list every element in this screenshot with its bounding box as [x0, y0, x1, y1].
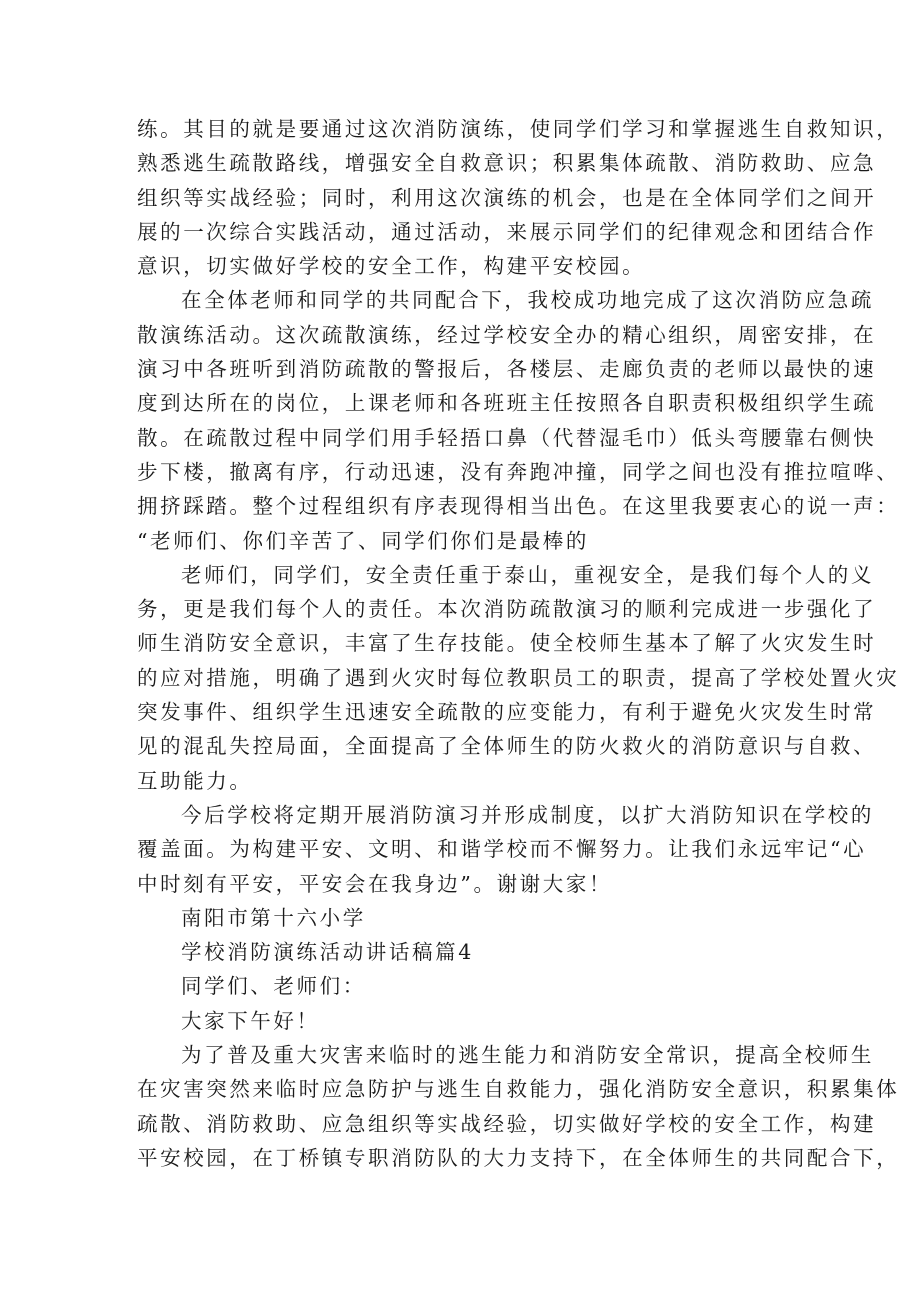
text-line: 拥挤踩踏。整个过程组织有序表现得相当出色。在这里我要衷心的说一声：: [137, 494, 900, 519]
paragraph: [137, 1038, 900, 1175]
paragraph: [137, 558, 900, 798]
text-line: 互助能力。: [137, 768, 253, 793]
text-line: 大家下午好！: [181, 1008, 320, 1033]
text-line: 为了普及重大灾害来临时的逃生能力和消防安全常识，提高全校师生: [181, 1043, 874, 1068]
paragraph: [137, 112, 900, 283]
text-line: 中时刻有平安，平安会在我身边”。谢谢大家！: [137, 871, 613, 896]
text-line: 师生消防安全意识，丰富了生存技能。使全校师生基本了解了火灾发生时: [137, 631, 877, 656]
text-line: 熟悉逃生疏散路线，增强安全自救意识；积累集体疏散、消防救助、应急: [137, 151, 877, 176]
text-line: 平安校园，在丁桥镇专职消防队的大力支持下，在全体师生的共同配合下，: [137, 1145, 900, 1170]
text-line: 散演练活动。这次疏散演练，经过学校安全办的精心组织，周密安排，在: [137, 322, 877, 347]
text-line: 练。其目的就是要通过这次消防演练，使同学们学习和掌握逃生自救知识，: [137, 117, 900, 141]
text-line: 步下楼，撤离有序，行动迅速，没有奔跑冲撞，同学之间也没有推拉喧哗、: [137, 459, 900, 484]
text-line: 南阳市第十六小学: [181, 905, 366, 930]
text-line: 度到达所在的岗位，上课老师和各班班主任按照各自职责积极组织学生疏: [137, 391, 877, 416]
text-line: 在全体老师和同学的共同配合下，我校成功地完成了这次消防应急疏: [181, 288, 874, 313]
text-line: 演习中各班听到消防疏散的警报后，各楼层、走廊负责的老师以最快的速: [137, 357, 877, 382]
text-line: 见的混乱失控局面，全面提高了全体师生的防火救火的消防意识与自救、: [137, 734, 877, 759]
text-line: 疏散、消防救助、应急组织等实战经验，切实做好学校的安全工作，构建: [137, 1111, 877, 1136]
text-line: 同学们、老师们：: [181, 974, 366, 999]
document-page: [137, 112, 900, 1175]
text-line: 务，更是我们每个人的责任。本次消防疏散演习的顺利完成进一步强化了: [137, 597, 877, 622]
text-line: 学校消防演练活动讲话稿篇4: [181, 940, 474, 965]
text-line: 在灾害突然来临时应急防护与逃生自救能力，强化消防安全意识，积累集体: [137, 1077, 900, 1102]
greeting: [137, 1004, 795, 1038]
text-line: 老师们，同学们，安全责任重于泰山，重视安全，是我们每个人的义: [181, 562, 874, 587]
text-line: 覆盖面。为构建平安、文明、和谐学校而不懈努力。让我们永远牢记“心: [137, 837, 867, 862]
school-name: [137, 901, 795, 935]
salutation: [137, 969, 795, 1003]
text-line: “老师们、你们辛苦了、同学们你们是最棒的: [137, 528, 589, 553]
text-line: 组织等实战经验；同时，利用这次演练的机会，也是在全体同学们之间开: [137, 185, 877, 210]
text-line: 今后学校将定期开展消防演习并形成制度，以扩大消防知识在学校的: [181, 802, 874, 827]
section-title: [137, 935, 795, 969]
paragraph: [137, 283, 900, 557]
text-line: 突发事件、组织学生迅速安全疏散的应变能力，有利于避免火灾发生时常: [137, 700, 877, 725]
paragraph: [137, 798, 874, 901]
text-line: 的应对措施，明确了遇到火灾时每位教职员工的职责，提高了学校处置火灾: [137, 665, 900, 690]
text-line: 意识，切实做好学校的安全工作，构建平安校园。: [137, 254, 646, 279]
text-line: 展的一次综合实践活动，通过活动，来展示同学们的纪律观念和团结合作: [137, 219, 877, 244]
text-line: 散。在疏散过程中同学们用手轻捂口鼻（代替湿毛巾）低头弯腰靠右侧快: [137, 425, 877, 450]
